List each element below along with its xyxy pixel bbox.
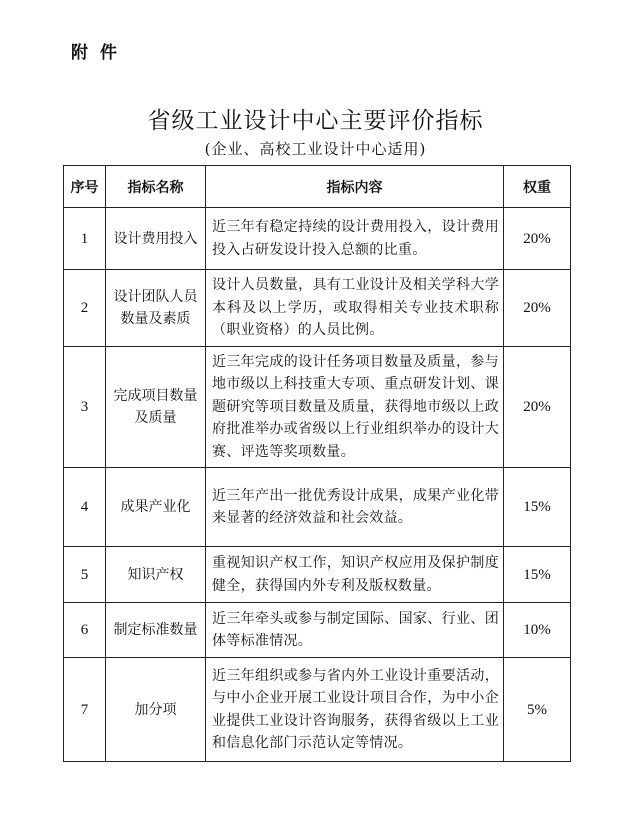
row-weight: 20% <box>504 346 571 468</box>
row-seq: 2 <box>64 270 106 347</box>
row-weight: 15% <box>504 547 571 603</box>
row-seq: 3 <box>64 346 106 468</box>
row-weight: 20% <box>504 208 571 270</box>
row-seq: 7 <box>64 658 106 762</box>
row-name: 制定标准数量 <box>106 603 206 658</box>
row-name: 知识产权 <box>106 547 206 603</box>
row-name: 加分项 <box>106 658 206 762</box>
row-content: 近三年组织或参与省内外工业设计重要活动，与中小企业开展工业设计项目合作，为中小企业提供工业设计咨询服务，获得省级以上工业和信息化部门示范认定等情况。 <box>206 658 504 762</box>
table-row <box>64 208 571 270</box>
table-row <box>64 468 571 547</box>
row-content: 近三年完成的设计任务项目数量及质量，参与地市级以上科技重大专项、重点研发计划、课题研究等项目数量及质量，获得地市级以上政府批准举办或省级以上行业组织举办的设计大赛、评选等奖项数量。 <box>206 346 504 468</box>
evaluation-table <box>63 165 571 762</box>
attachment-label: 附件 <box>71 43 129 63</box>
header-weight: 权重 <box>504 166 571 208</box>
row-content: 设计人员数量，具有工业设计及相关学科大学本科及以上学历，或取得相关专业技术职称（职业资格）的人员比例。 <box>206 270 504 347</box>
table-header-row <box>64 166 571 208</box>
table-row <box>64 547 571 603</box>
row-content: 重视知识产权工作，知识产权应用及保护制度健全，获得国内外专利及版权数量。 <box>206 547 504 603</box>
row-seq: 5 <box>64 547 106 603</box>
row-content: 近三年牵头或参与制定国际、国家、行业、团体等标准情况。 <box>206 603 504 658</box>
header-content: 指标内容 <box>206 166 504 208</box>
row-weight: 5% <box>504 658 571 762</box>
page-title: 省级工业设计中心主要评价指标 <box>147 108 484 134</box>
row-content: 近三年有稳定持续的设计费用投入，设计费用投入占研发设计投入总额的比重。 <box>206 208 504 270</box>
row-name: 设计团队人员数量及素质 <box>106 270 206 347</box>
row-name: 设计费用投入 <box>106 208 206 270</box>
row-name: 成果产业化 <box>106 468 206 547</box>
header-seq: 序号 <box>64 166 106 208</box>
table-row <box>64 658 571 762</box>
row-seq: 1 <box>64 208 106 270</box>
row-weight: 10% <box>504 603 571 658</box>
row-name: 完成项目数量及质量 <box>106 346 206 468</box>
row-weight: 20% <box>504 270 571 347</box>
table-row <box>64 603 571 658</box>
table-row <box>64 346 571 468</box>
row-seq: 4 <box>64 468 106 547</box>
page-subtitle: (企业、高校工业设计中心适用) <box>204 140 427 158</box>
row-weight: 15% <box>504 468 571 547</box>
table-row <box>64 270 571 347</box>
header-name: 指标名称 <box>106 166 206 208</box>
row-seq: 6 <box>64 603 106 658</box>
row-content: 近三年产出一批优秀设计成果，成果产业化带来显著的经济效益和社会效益。 <box>206 468 504 547</box>
